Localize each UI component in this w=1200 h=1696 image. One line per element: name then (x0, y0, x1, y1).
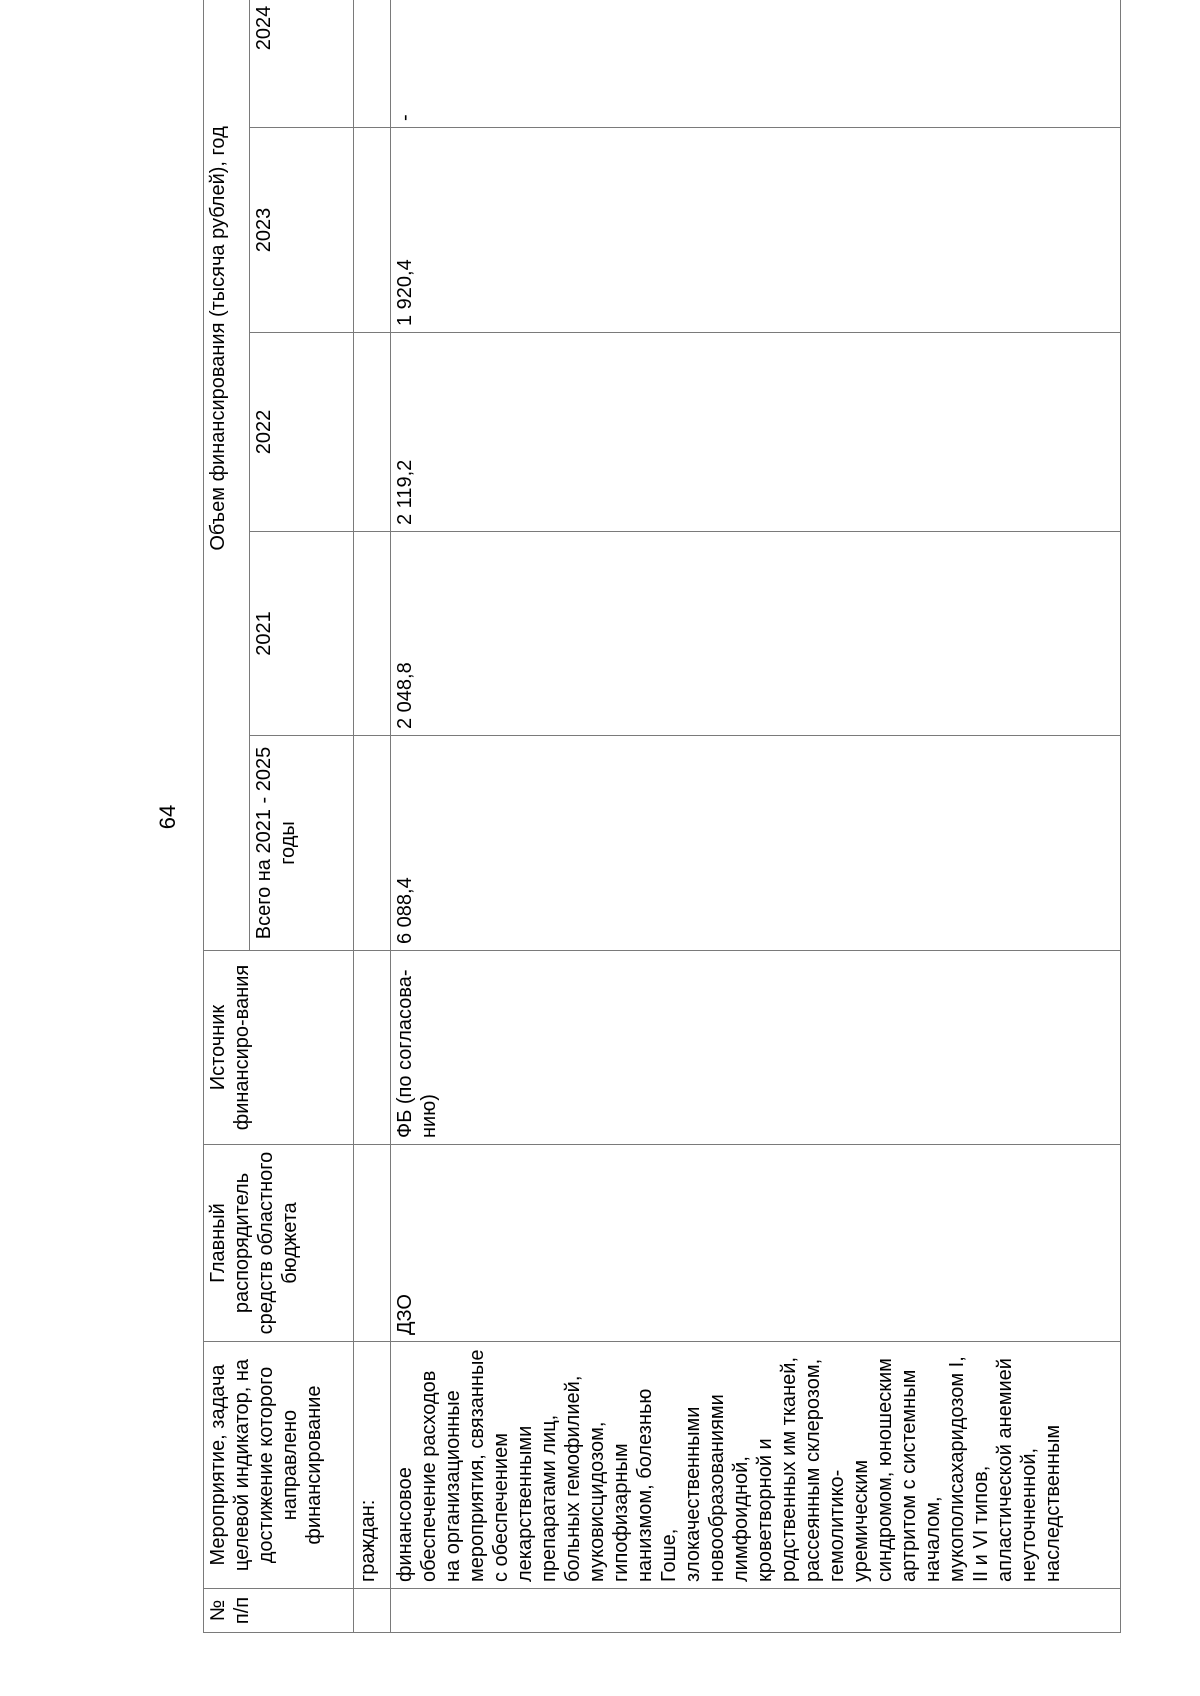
header-source: Источник финансиро-вания (204, 951, 354, 1145)
row-source: ФБ (по согласова-нию) (391, 951, 1121, 1145)
header-funding-group: Объем финансирования (тысяча рублей), год (204, 0, 250, 951)
header-manager: Главный распорядитель средств областного бюджета (204, 1145, 354, 1342)
row-event (391, 1342, 1121, 1589)
page-number: 64 (155, 804, 180, 830)
row-2021: 2 048,8 (391, 532, 1121, 736)
header-event: Мероприятие, задача целевой индикатор, на достижение которого направлено финансирование (204, 1342, 354, 1589)
section-empty-cell (354, 128, 391, 333)
row-2023: 1 920,4 (391, 128, 1121, 333)
section-label: граждан: (354, 1342, 391, 1589)
row-event-text: финансовое обеспечение расходов на организационные мероприятия, связанные с обеспечением лекарственными препаратами лиц, больных гемофилией, муковисцидозом, гипофизарным нанизмом, болезнью Гоше, злокачественными новообразованиями лимфоидной, кроветворной и родственных им тканей, рассеянным склерозом, гемолитико-уремическим синдромом, юношеским артритом с системным началом, мукополисахаридозом I, II и VI типов, апластической анемией неуточненной, наследственным (394, 1349, 1064, 1582)
section-no-cell (354, 1589, 391, 1633)
row-2024: - (391, 0, 1121, 128)
section-empty-cell (354, 951, 391, 1145)
section-empty-cell (354, 736, 391, 951)
row-manager: ДЗО (391, 1145, 1121, 1342)
table-row (391, 0, 1121, 1633)
row-total: 6 088,4 (391, 736, 1121, 951)
header-year-2024: 2024 (250, 0, 354, 128)
section-empty-cell (354, 0, 391, 128)
row-2022: 2 119,2 (391, 333, 1121, 532)
section-empty-cell (354, 333, 391, 532)
funding-table (203, 0, 1121, 1633)
header-year-2022: 2022 (250, 333, 354, 532)
section-empty-cell (354, 532, 391, 736)
header-no: № п/п (204, 1589, 354, 1633)
section-empty-cell (354, 1145, 391, 1342)
header-year-2021: 2021 (250, 532, 354, 736)
row-no (391, 1589, 1121, 1633)
header-total: Всего на 2021 - 2025 годы (250, 736, 354, 951)
header-year-2023: 2023 (250, 128, 354, 333)
